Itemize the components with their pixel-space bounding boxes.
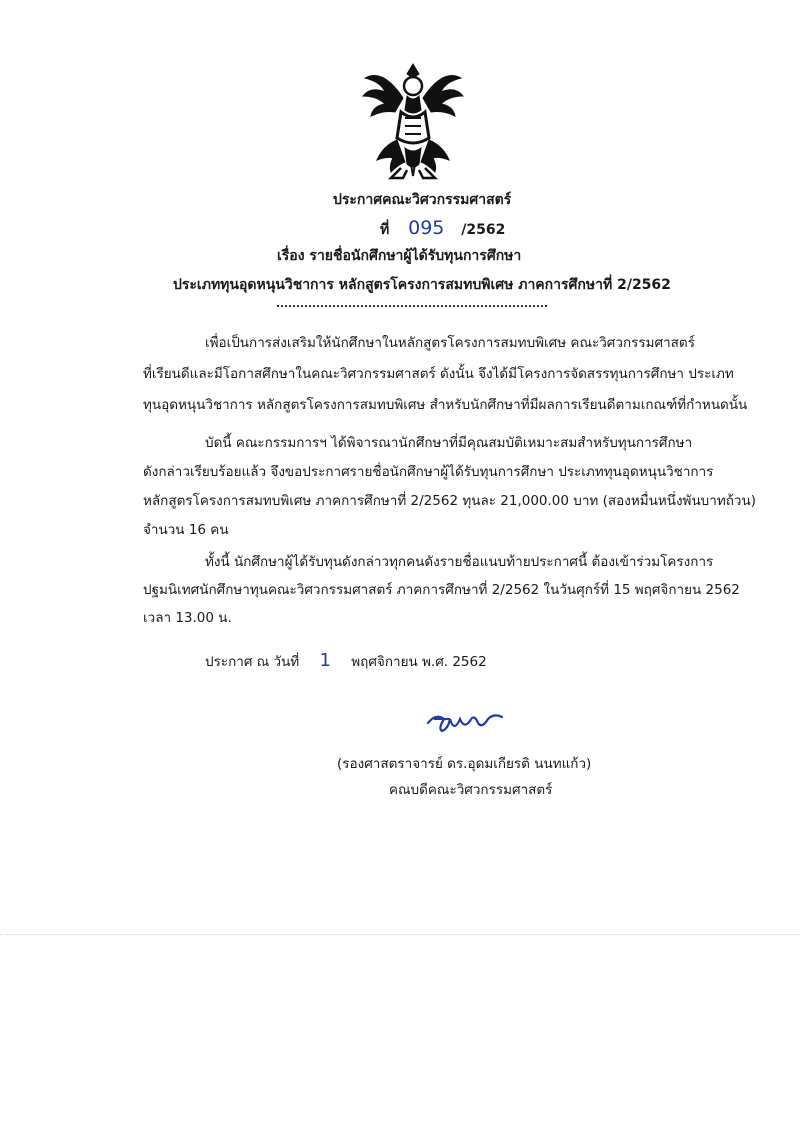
garuda-emblem-icon — [355, 56, 471, 184]
signatory-name: (รองศาสตราจารย์ ดร.อุดมเกียรติ นนทแก้ว) — [337, 756, 592, 772]
para2-line-3: หลักสูตรโครงการสมทบพิเศษ ภาคการศึกษาที่ 2/2562 ทุนละ 21,000.00 บาท (สองหมื่นหนึ่งพันบาทถ้วน) — [143, 493, 756, 509]
number-prefix: ที่ — [380, 222, 390, 238]
number-suffix: /2562 — [461, 222, 506, 238]
para1-line-3: ทุนอุดหนุนวิชาการ หลักสูตรโครงการสมทบพิเศษ สำหรับนักศึกษาที่มีผลการเรียนดีตามเกณฑ์ที่กำหนดนั้น — [143, 397, 748, 413]
announcement-number — [380, 217, 505, 241]
date-day-handwritten: 1 — [319, 650, 331, 671]
signatory-title: คณบดีคณะวิศวกรรมศาสตร์ — [389, 782, 553, 798]
separator-dotted — [277, 305, 547, 307]
date-rest: พฤศจิกายน พ.ศ. 2562 — [351, 654, 487, 670]
number-handwritten: 095 — [408, 217, 445, 239]
signature-icon — [424, 705, 514, 735]
para3-line-1: ทั้งนี้ นักศึกษาผู้ได้รับทุนดังกล่าวทุกคนดังรายชื่อแนบท้ายประกาศนี้ ต้องเข้าร่วมโครงการ — [205, 554, 714, 570]
subject-line: เรื่อง รายชื่อนักศึกษาผู้ได้รับทุนการศึกษา — [277, 248, 522, 264]
org-title: ประกาศคณะวิศวกรรมศาสตร์ — [333, 192, 512, 208]
para3-line-2: ปฐมนิเทศนักศึกษาทุนคณะวิศวกรรมศาสตร์ ภาคการศึกษาที่ 2/2562 ในวันศุกร์ที่ 15 พฤศจิกายน 2562 — [143, 582, 740, 598]
footer-rule — [0, 934, 800, 935]
para3-line-3: เวลา 13.00 น. — [143, 610, 232, 626]
para1-line-2: ที่เรียนดีและมีโอกาสศึกษาในคณะวิศวกรรมศาสตร์ ดังนั้น จึงได้มีโครงการจัดสรรทุนการศึกษา ประเภท — [143, 366, 734, 382]
para2-line-2: ดังกล่าวเรียบร้อยแล้ว จึงขอประกาศรายชื่อนักศึกษาผู้ได้รับทุนการศึกษา ประเภททุนอุดหนุนวิชาการ — [143, 464, 714, 480]
subject-line-2: ประเภททุนอุดหนุนวิชาการ หลักสูตรโครงการสมทบพิเศษ ภาคการศึกษาที่ 2/2562 — [173, 277, 671, 293]
para2-line-4: จำนวน 16 คน — [143, 522, 229, 538]
para1-line-1: เพื่อเป็นการส่งเสริมให้นักศึกษาในหลักสูตรโครงการสมทบพิเศษ คณะวิศวกรรมศาสตร์ — [205, 335, 695, 351]
date-line — [205, 650, 487, 672]
para2-line-1: บัดนี้ คณะกรรมการฯ ได้พิจารณานักศึกษาที่มีคุณสมบัติเหมาะสมสำหรับทุนการศึกษา — [205, 435, 693, 451]
date-prefix: ประกาศ ณ วันที่ — [205, 654, 300, 670]
